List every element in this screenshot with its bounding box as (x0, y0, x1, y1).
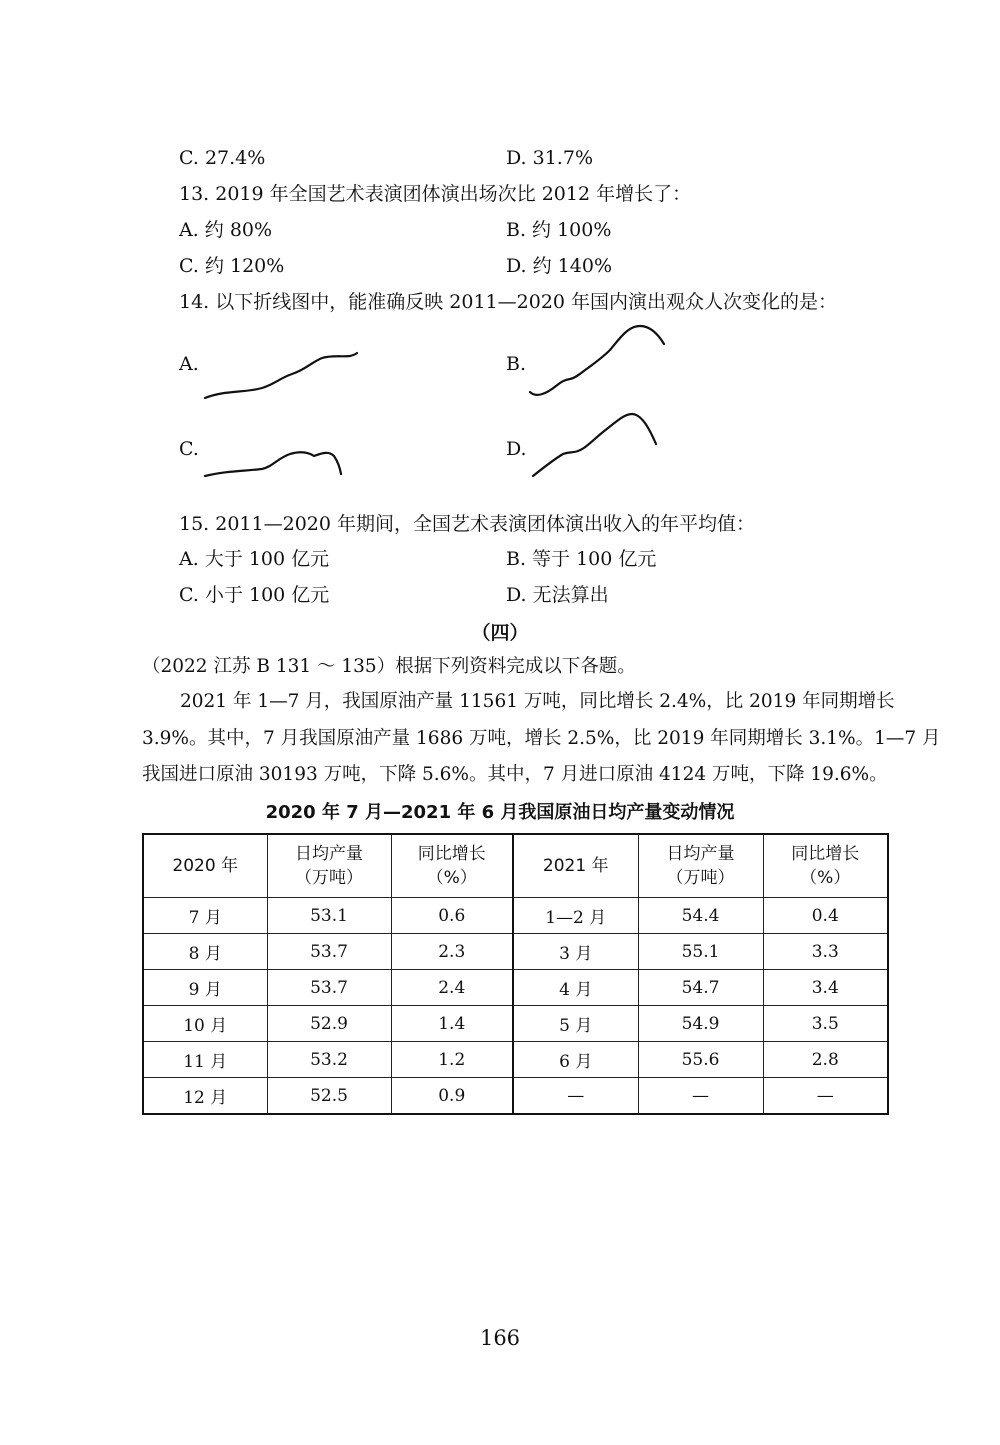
cell-output-2020: 52.9 (267, 1006, 391, 1042)
cell-output-2020: 53.7 (267, 934, 391, 970)
cell-output-2020: 53.7 (267, 970, 391, 1006)
oil-production-table (142, 833, 889, 1115)
q14-option-b-line (530, 326, 664, 395)
cell-month-2021: 5 月 (513, 1006, 638, 1042)
cell-growth-2021: 3.5 (763, 1006, 888, 1042)
cell-growth-2021: 2.8 (763, 1042, 888, 1078)
q14-option-d-line-chart (528, 408, 663, 483)
q15-option-c: C. 小于 100 亿元 (179, 584, 330, 606)
cell-output-2020: 53.1 (267, 898, 391, 934)
header-year-2020: 2020 年 (143, 834, 267, 898)
section-paragraph-line-2: 3.9%。其中，7 月我国原油产量 1686 万吨，增长 2.5%，比 2019 年同期增长 3.1%。1—7 月 (142, 728, 941, 749)
cell-month-2021: 1—2 月 (513, 898, 638, 934)
table-header-row (143, 834, 888, 898)
section-paragraph-line-1: 2021 年 1—7 月，我国原油产量 11561 万吨，同比增长 2.4%，比 2019 年同期增长 (180, 691, 895, 712)
cell-month-2021: 6 月 (513, 1042, 638, 1078)
cell-growth-2020: 1.4 (391, 1006, 513, 1042)
cell-output-2020: 53.2 (267, 1042, 391, 1078)
table-row (143, 1006, 888, 1042)
cell-month-2020: 9 月 (143, 970, 267, 1006)
header-yoy-growth-2021: 同比增长 （%） (763, 834, 888, 898)
cell-growth-2020: 0.6 (391, 898, 513, 934)
q15-option-a: A. 大于 100 亿元 (179, 548, 330, 570)
q14-option-b-line-chart (528, 322, 668, 402)
header-yoy-growth-2020: 同比增长 （%） (391, 834, 513, 898)
cell-output-2021: 54.9 (638, 1006, 763, 1042)
cell-month-2020: 10 月 (143, 1006, 267, 1042)
cell-output-2021: — (638, 1078, 763, 1115)
cell-month-2020: 7 月 (143, 898, 267, 934)
page-number: 166 (479, 1326, 521, 1350)
q14-option-c-label: C. (179, 438, 199, 460)
cell-month-2021: 4 月 (513, 970, 638, 1006)
table-row (143, 1078, 888, 1115)
cell-growth-2020: 1.2 (391, 1042, 513, 1078)
cell-growth-2020: 2.3 (391, 934, 513, 970)
section-source: （2022 江苏 B 131 ～ 135）根据下列资料完成以下各题。 (142, 656, 636, 677)
header-year-2021: 2021 年 (513, 834, 638, 898)
table-row (143, 1042, 888, 1078)
cell-growth-2021: 3.3 (763, 934, 888, 970)
q14-option-b-label: B. (506, 353, 527, 375)
q15-option-b: B. 等于 100 亿元 (506, 548, 657, 570)
q13-stem: 13. 2019 年全国艺术表演团体演出场次比 2012 年增长了： (179, 183, 692, 205)
q15-option-d: D. 无法算出 (506, 584, 609, 606)
q15-stem: 15. 2011—2020 年期间，全国艺术表演团体演出收入的年平均值： (179, 513, 756, 535)
header-daily-output-2020: 日均产量 （万吨） (267, 834, 391, 898)
q12-option-c: C. 27.4% (179, 147, 266, 169)
q14-option-a-line-chart (200, 340, 360, 405)
cell-growth-2021: 0.4 (763, 898, 888, 934)
q12-option-d: D. 31.7% (506, 147, 593, 169)
q13-option-d: D. 约 140% (506, 255, 612, 277)
q14-option-c-line (205, 452, 341, 476)
cell-month-2020: 8 月 (143, 934, 267, 970)
cell-month-2021: — (513, 1078, 638, 1115)
table-title: 2020 年 7 月—2021 年 6 月我国原油日均产量变动情况 (265, 802, 735, 823)
q14-option-a-line (205, 353, 357, 398)
cell-month-2020: 12 月 (143, 1078, 267, 1115)
cell-output-2021: 54.4 (638, 898, 763, 934)
cell-growth-2020: 2.4 (391, 970, 513, 1006)
cell-output-2021: 54.7 (638, 970, 763, 1006)
q14-option-c-line-chart (200, 440, 350, 485)
q14-option-d-label: D. (506, 438, 527, 460)
q13-option-c: C. 约 120% (179, 255, 285, 277)
table-row (143, 970, 888, 1006)
cell-month-2020: 11 月 (143, 1042, 267, 1078)
cell-month-2021: 3 月 (513, 934, 638, 970)
table-row (143, 898, 888, 934)
q14-stem: 14. 以下折线图中，能准确反映 2011—2020 年国内演出观众人次变化的是： (179, 291, 838, 313)
q14-option-a-label: A. (179, 353, 199, 375)
header-daily-output-2021: 日均产量 （万吨） (638, 834, 763, 898)
cell-growth-2020: 0.9 (391, 1078, 513, 1115)
table-row (143, 934, 888, 970)
cell-growth-2021: — (763, 1078, 888, 1115)
cell-output-2021: 55.6 (638, 1042, 763, 1078)
cell-output-2021: 55.1 (638, 934, 763, 970)
section-paragraph-line-3: 我国进口原油 30193 万吨，下降 5.6%。其中，7 月进口原油 4124 万吨，下降 19.6%。 (142, 764, 888, 785)
q13-option-b: B. 约 100% (506, 219, 612, 241)
cell-growth-2021: 3.4 (763, 970, 888, 1006)
q14-option-d-line (533, 414, 656, 476)
section-heading: （四） (471, 622, 529, 644)
cell-output-2020: 52.5 (267, 1078, 391, 1115)
q13-option-a: A. 约 80% (179, 219, 273, 241)
